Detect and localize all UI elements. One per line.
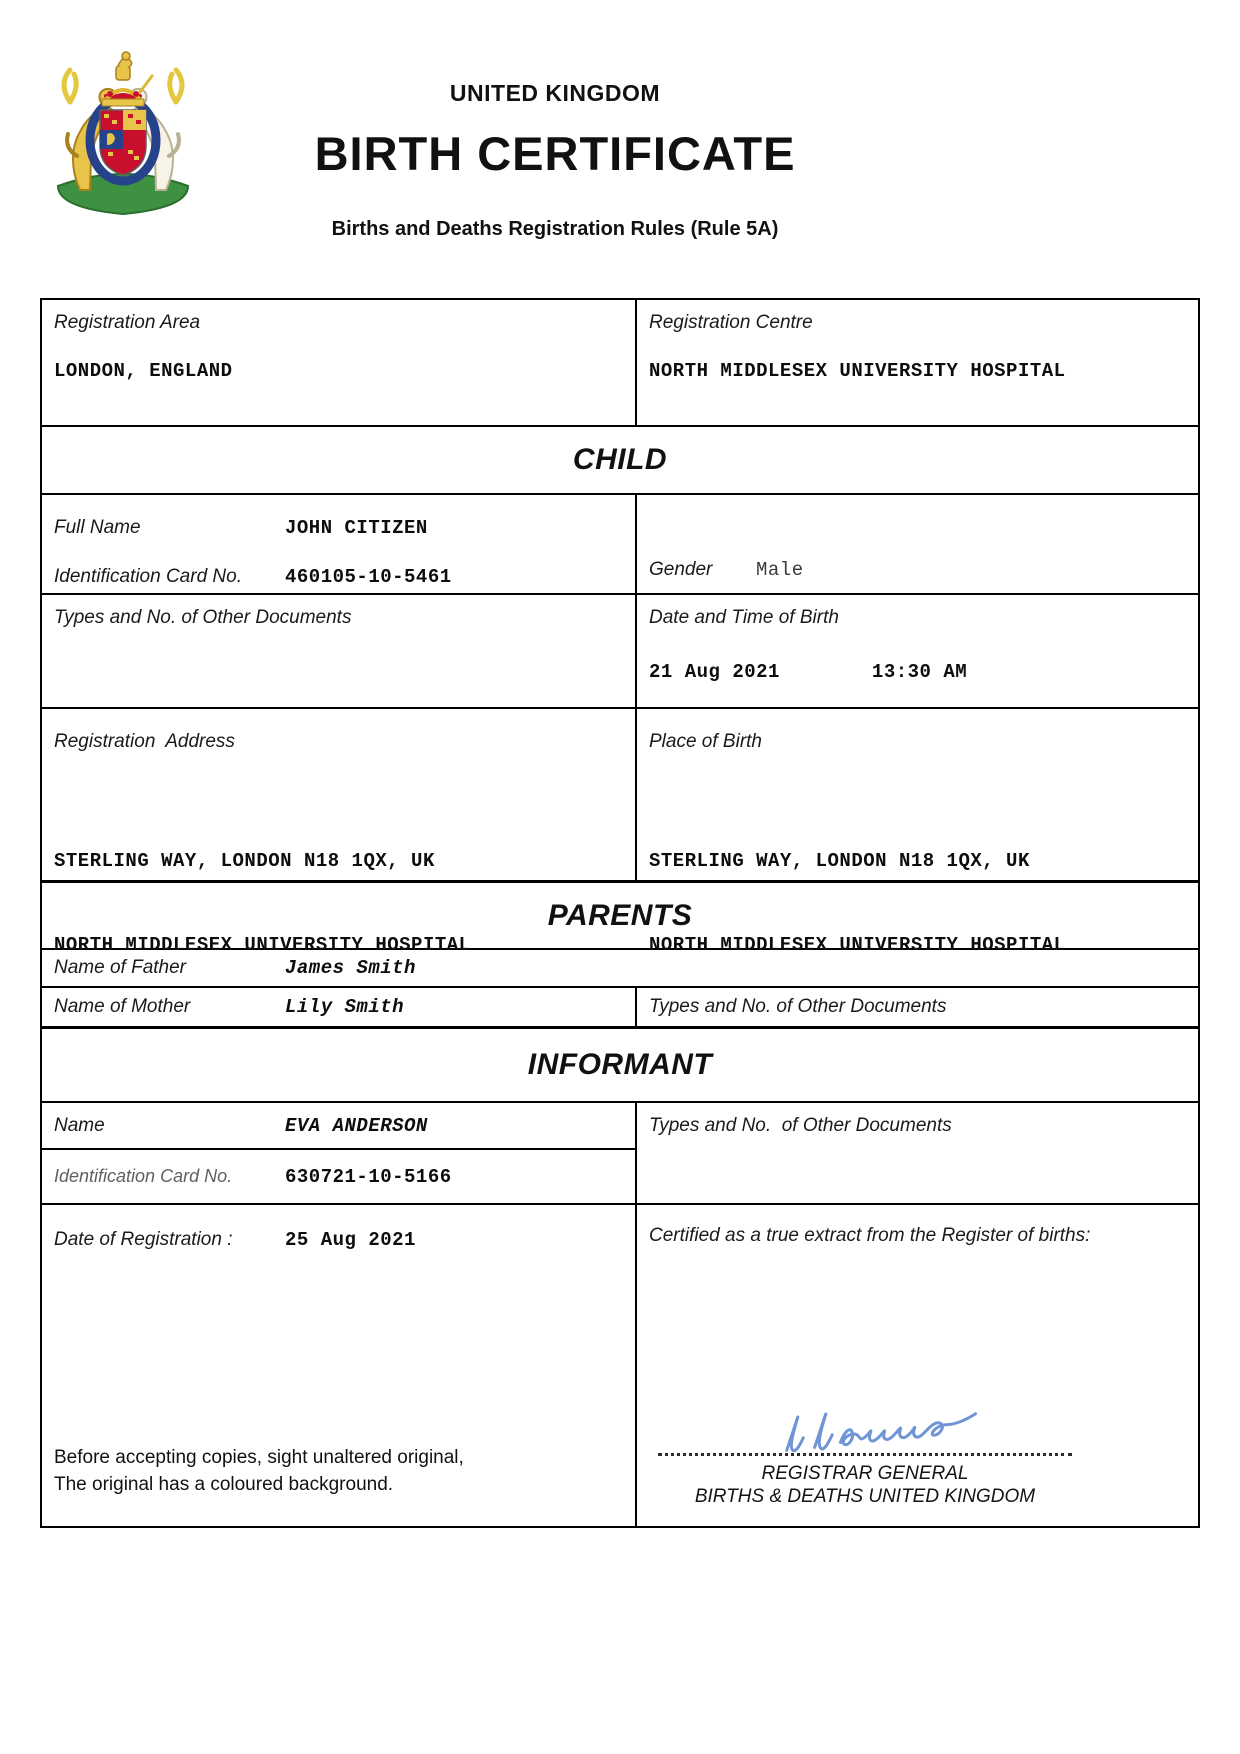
informant-id-value: 630721-10-5166 [285, 1165, 452, 1188]
copies-notice-line1: Before accepting copies, sight unaltered original, [54, 1447, 464, 1468]
child-gender-cell [637, 495, 1198, 593]
informant-other-docs-label: Types and No. of Other Documents [649, 1115, 952, 1136]
place-of-birth-line1: STERLING WAY, LONDON N18 1QX, UK [649, 850, 1030, 872]
child-birth-datetime-cell [637, 595, 1198, 707]
parents-other-docs-cell [637, 988, 1198, 1026]
child-birth-datetime-label: Date and Time of Birth [649, 607, 839, 628]
child-id-value: 460105-10-5461 [285, 566, 452, 588]
informant-name-subrow [42, 1103, 635, 1150]
child-identity-row [42, 495, 1198, 595]
signature-block [655, 1399, 1075, 1508]
date-of-registration-cell [42, 1205, 637, 1526]
child-other-docs-cell [42, 595, 637, 707]
certification-row [42, 1205, 1198, 1526]
child-full-name-value: JOHN CITIZEN [285, 517, 428, 539]
child-gender-label: Gender [649, 559, 713, 580]
registration-centre-label: Registration Centre [649, 312, 813, 333]
informant-other-docs-cell [637, 1103, 1198, 1203]
child-id-label: Identification Card No. [54, 566, 242, 587]
place-of-birth-line2: NORTH MIDDLESEX UNIVERSITY HOSPITAL [649, 934, 1066, 956]
mother-value: Lily Smith [285, 996, 405, 1018]
child-id-pair [54, 566, 623, 588]
registration-address-line1: STERLING WAY, LONDON N18 1QX, UK [54, 850, 435, 872]
date-of-registration-value: 25 Aug 2021 [285, 1229, 416, 1251]
place-of-birth-cell [637, 709, 1198, 956]
child-birth-datetime-values [649, 661, 1186, 683]
registrar-title-line1: REGISTRAR GENERAL [761, 1463, 969, 1484]
child-section-header: CHILD [42, 427, 1198, 495]
registration-address-value [54, 791, 623, 1015]
place-of-birth-label: Place of Birth [649, 731, 762, 752]
parents-section-header: PARENTS [42, 883, 1198, 950]
certified-extract-label: Certified as a true extract from the Register of births: [649, 1225, 1091, 1246]
registration-centre-cell [637, 300, 1198, 425]
document-title: BIRTH CERTIFICATE [314, 127, 796, 180]
child-full-name-pair [54, 517, 623, 539]
registration-area-label: Registration Area [54, 312, 201, 333]
child-birth-time-value: 13:30 AM [871, 661, 968, 683]
registrar-title [655, 1462, 1075, 1508]
mother-label: Name of Mother [54, 996, 191, 1017]
copies-notice-line2: The original has a coloured background. [54, 1474, 394, 1495]
mother-row [42, 988, 1198, 1029]
child-gender-value: Male [756, 559, 804, 581]
registrar-title-line2: BIRTHS & DEATHS UNITED KINGDOM [694, 1486, 1036, 1507]
registration-address-line2: NORTH MIDDLESEX UNIVERSITY HOSPITAL [54, 934, 471, 956]
child-name-id-cell [42, 495, 637, 593]
child-birth-date-value: 21 Aug 2021 [649, 661, 780, 683]
registrar-signature-icon [767, 1395, 999, 1461]
certificate-table [40, 298, 1200, 1528]
informant-name-label: Name [54, 1114, 105, 1136]
child-birth-row [42, 595, 1198, 709]
copies-notice [54, 1444, 623, 1498]
registration-centre-value: NORTH MIDDLESEX UNIVERSITY HOSPITAL [649, 360, 1066, 382]
date-of-registration-label: Date of Registration : [54, 1229, 233, 1250]
registration-area-value: LONDON, ENGLAND [54, 360, 233, 382]
mother-cell [42, 988, 637, 1026]
registration-address-label: Registration Address [54, 731, 235, 752]
informant-section-header: INFORMANT [42, 1029, 1198, 1103]
document-subtitle: Births and Deaths Registration Rules (Rule 5A) [331, 218, 779, 240]
certification-cell [637, 1205, 1198, 1526]
child-gender-pair [649, 559, 1186, 581]
registration-area-cell [42, 300, 637, 425]
parents-other-docs-label: Types and No. of Other Documents [649, 996, 947, 1017]
registration-row [42, 300, 1198, 427]
informant-row [42, 1103, 1198, 1205]
informant-id-subrow [42, 1150, 635, 1203]
informant-id-label: Identification Card No. [54, 1166, 233, 1186]
child-other-docs-label: Types and No. of Other Documents [54, 607, 352, 628]
place-of-birth-value [649, 791, 1186, 1015]
country-title: UNITED KINGDOM [449, 80, 661, 106]
informant-name-value: EVA ANDERSON [285, 1114, 428, 1137]
child-full-name-label: Full Name [54, 517, 141, 538]
father-value: James Smith [285, 957, 416, 979]
father-label: Name of Father [54, 957, 186, 978]
date-of-registration-pair [54, 1229, 623, 1251]
informant-left-cell [42, 1103, 637, 1203]
